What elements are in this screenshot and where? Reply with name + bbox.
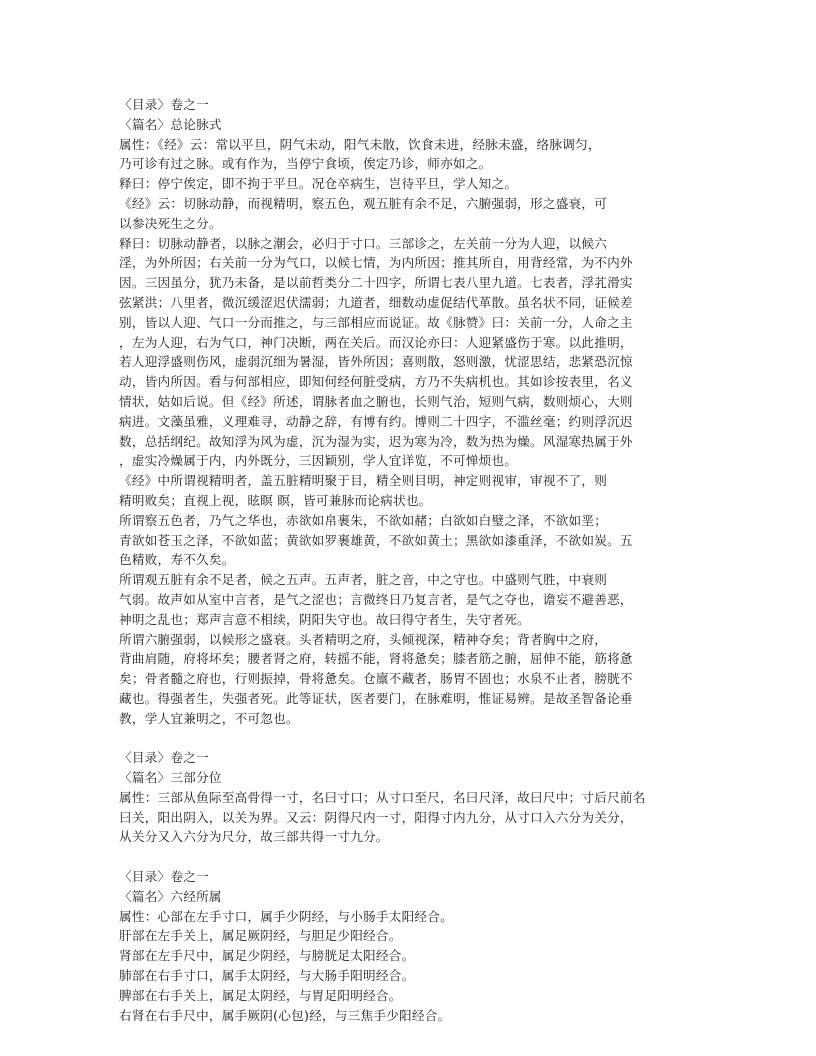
text-line: 属性：三部从鱼际至高骨得一寸，名曰寸口；从寸口至尺，名曰尺泽，故曰尺中；寸后尺前名 xyxy=(119,789,646,805)
text-line: 属性：《经》云：常以平旦，阴气未动，阳气未散，饮食未进，经脉未盛，络脉调匀， xyxy=(119,136,601,152)
text-line: 释曰：切脉动静者，以脉之潮会，必归于寸口。三部诊之，左关前一分为人迎，以候六 xyxy=(119,235,608,251)
text-line: 属性：心部在左手寸口，属手少阴经，与小肠手太阳经合。 xyxy=(119,908,453,924)
text-line: 数，总括纲纪。故知浮为风为虚，沉为湿为实，迟为寒为冷，数为热为燥。风湿寒热属于外 xyxy=(119,433,633,449)
catalog-label: 〈目录〉卷之一 xyxy=(119,750,209,766)
text-line: 所谓察五色者，乃气之华也，赤欲如帛裹朱，不欲如赭；白欲如白璧之泽，不欲如垩； xyxy=(119,512,608,528)
text-line: 若人迎浮盛则伤风，虚弱沉细为暑湿，皆外所因；喜则散，怒则激，忧涩思结，悲紧恐沉惊 xyxy=(119,354,633,370)
text-line: 气弱。故声如从室中言者，是气之涩也；言微终日乃复言者，是气之夺也，谵妄不避善恶， xyxy=(119,591,633,607)
catalog-label: 〈目录〉卷之一 xyxy=(119,869,209,885)
text-line: 曰关，阳出阴入，以关为界。又云：阴得尺内一寸，阳得寸内九分，从寸口入六分为关分， xyxy=(119,809,633,825)
chapter-title: 〈篇名〉总论脉式 xyxy=(119,116,222,132)
text-line: ，左为人迎，右为气口，神门决断，两在关后。而汉论亦曰：人迎紧盛伤于寒。以此推明， xyxy=(119,334,633,350)
chapter-title: 〈篇名〉六经所属 xyxy=(119,888,222,904)
text-line: 以参决死生之分。 xyxy=(119,215,222,231)
text-line: 矣；骨者髓之府也，行则振掉，骨将惫矣。仓廪不藏者，肠胃不固也；水泉不止者，膀胱不 xyxy=(119,671,633,687)
text-line: 脾部在右手关上，属足太阴经，与胃足阳明经合。 xyxy=(119,987,402,1003)
text-line: 肝部在左手关上，属足厥阴经，与胆足少阳经合。 xyxy=(119,928,402,944)
section-gap xyxy=(119,729,699,749)
text-line: 所谓六腑强弱，以候形之盛衰。头者精明之府，头倾视深，精神夺矣；背者胸中之府， xyxy=(119,631,608,647)
text-line: 弦紧洪；八里者，微沉缓涩迟伏濡弱；九道者，细数动虚促结代革散。虽名状不同，证候差 xyxy=(119,294,633,310)
text-line: 教，学人宜兼明之，不可忽也。 xyxy=(119,710,299,726)
catalog-label: 〈目录〉卷之一 xyxy=(119,97,209,112)
section-gap xyxy=(119,847,699,867)
text-line: 病进。文藻虽雅，义理难寻，动静之辞，有博有约。博则二十四字，不滥丝毫；约则浮沉迟 xyxy=(119,413,633,429)
text-line: 肺部在右手寸口，属手太阴经，与大肠手阳明经合。 xyxy=(119,968,415,984)
text-line: 藏也。得强者生，失强者死。此等证状，医者要门，在脉难明，惟证易辨。是故圣智备论垂 xyxy=(119,690,633,706)
text-line: 动，皆内所因。看与何部相应，即知何经何脏受病，方乃不失病机也。其如诊按表里，名义 xyxy=(119,374,633,390)
text-line: 青欲如苍玉之泽，不欲如蓝；黄欲如罗裹雄黄，不欲如黄土；黑欲如漆重泽，不欲如炭。五 xyxy=(119,532,633,548)
text-line: 神明之乱也；郑声言意不相续，阴阳失守也。故曰得守者生，失守者死。 xyxy=(119,611,530,627)
text-line: 别，皆以人迎、气口一分而推之，与三部相应而说证。故《脉赞》曰：关前一分，人命之主 xyxy=(119,314,633,330)
text-line: 《经》云：切脉动静，而视精明，察五色，观五脏有余不足，六腑强弱，形之盛衰，可 xyxy=(119,195,608,211)
text-line: 肾部在左手尺中，属足少阴经，与膀胱足太阳经合。 xyxy=(119,948,415,964)
chapter-title: 〈篇名〉三部分位 xyxy=(119,770,222,786)
section-liujing-suoshu xyxy=(119,867,699,1025)
text-line: 情状，姑如后说。但《经》所述，谓脉者血之腑也，长则气治，短则气病，数则烦心，大则 xyxy=(119,393,633,409)
text-line: 淫，为外所因；右关前一分为气口，以候七情，为内所因；推其所自，用背经常，为不内外 xyxy=(119,255,633,271)
text-line: 精明败矣；直视上视，眩瞑 瞑，皆可兼脉而论病状也。 xyxy=(119,492,432,508)
document-page xyxy=(119,95,699,1025)
text-line: ，虚实冷燥属于内，内外既分，三因颖别，学人宜详览，不可惮烦也。 xyxy=(119,453,518,469)
text-line: 色精败，寿不久矣。 xyxy=(119,552,235,568)
text-line: 右肾在右手尺中，属手厥阴(心包)经，与三焦手少阳经合。 xyxy=(119,1007,451,1023)
section-sanbu-fenwei xyxy=(119,748,699,847)
text-line: 《经》中所谓视精明者，盖五脏精明聚于目，精全则目明，神定则视审，审视不了，则 xyxy=(119,473,608,489)
text-line: 背曲肩随，府将坏矣；腰者肾之府，转摇不能，肾将惫矣；膝者筋之腑，屈伸不能，筋将惫 xyxy=(119,651,633,667)
text-line: 所谓观五脏有余不足者，候之五声。五声者，脏之音，中之守也。中盛则气胜，中衰则 xyxy=(119,572,608,588)
text-line: 乃可诊有过之脉。或有作为，当停宁食顷，俟定乃诊，师亦如之。 xyxy=(119,156,492,172)
text-line: 释曰：停宁俟定，即不拘于平旦。况仓卒病生，岂待平旦，学人知之。 xyxy=(119,176,518,192)
text-line: 因。三因虽分，犹乃未备，是以前哲类分二十四字，所谓七表八里九道。七表者，浮芤滑实 xyxy=(119,275,633,291)
section-zonglun-maishi xyxy=(119,95,699,729)
text-line: 从关分又入六分为尺分，故三部共得一寸九分。 xyxy=(119,829,389,845)
